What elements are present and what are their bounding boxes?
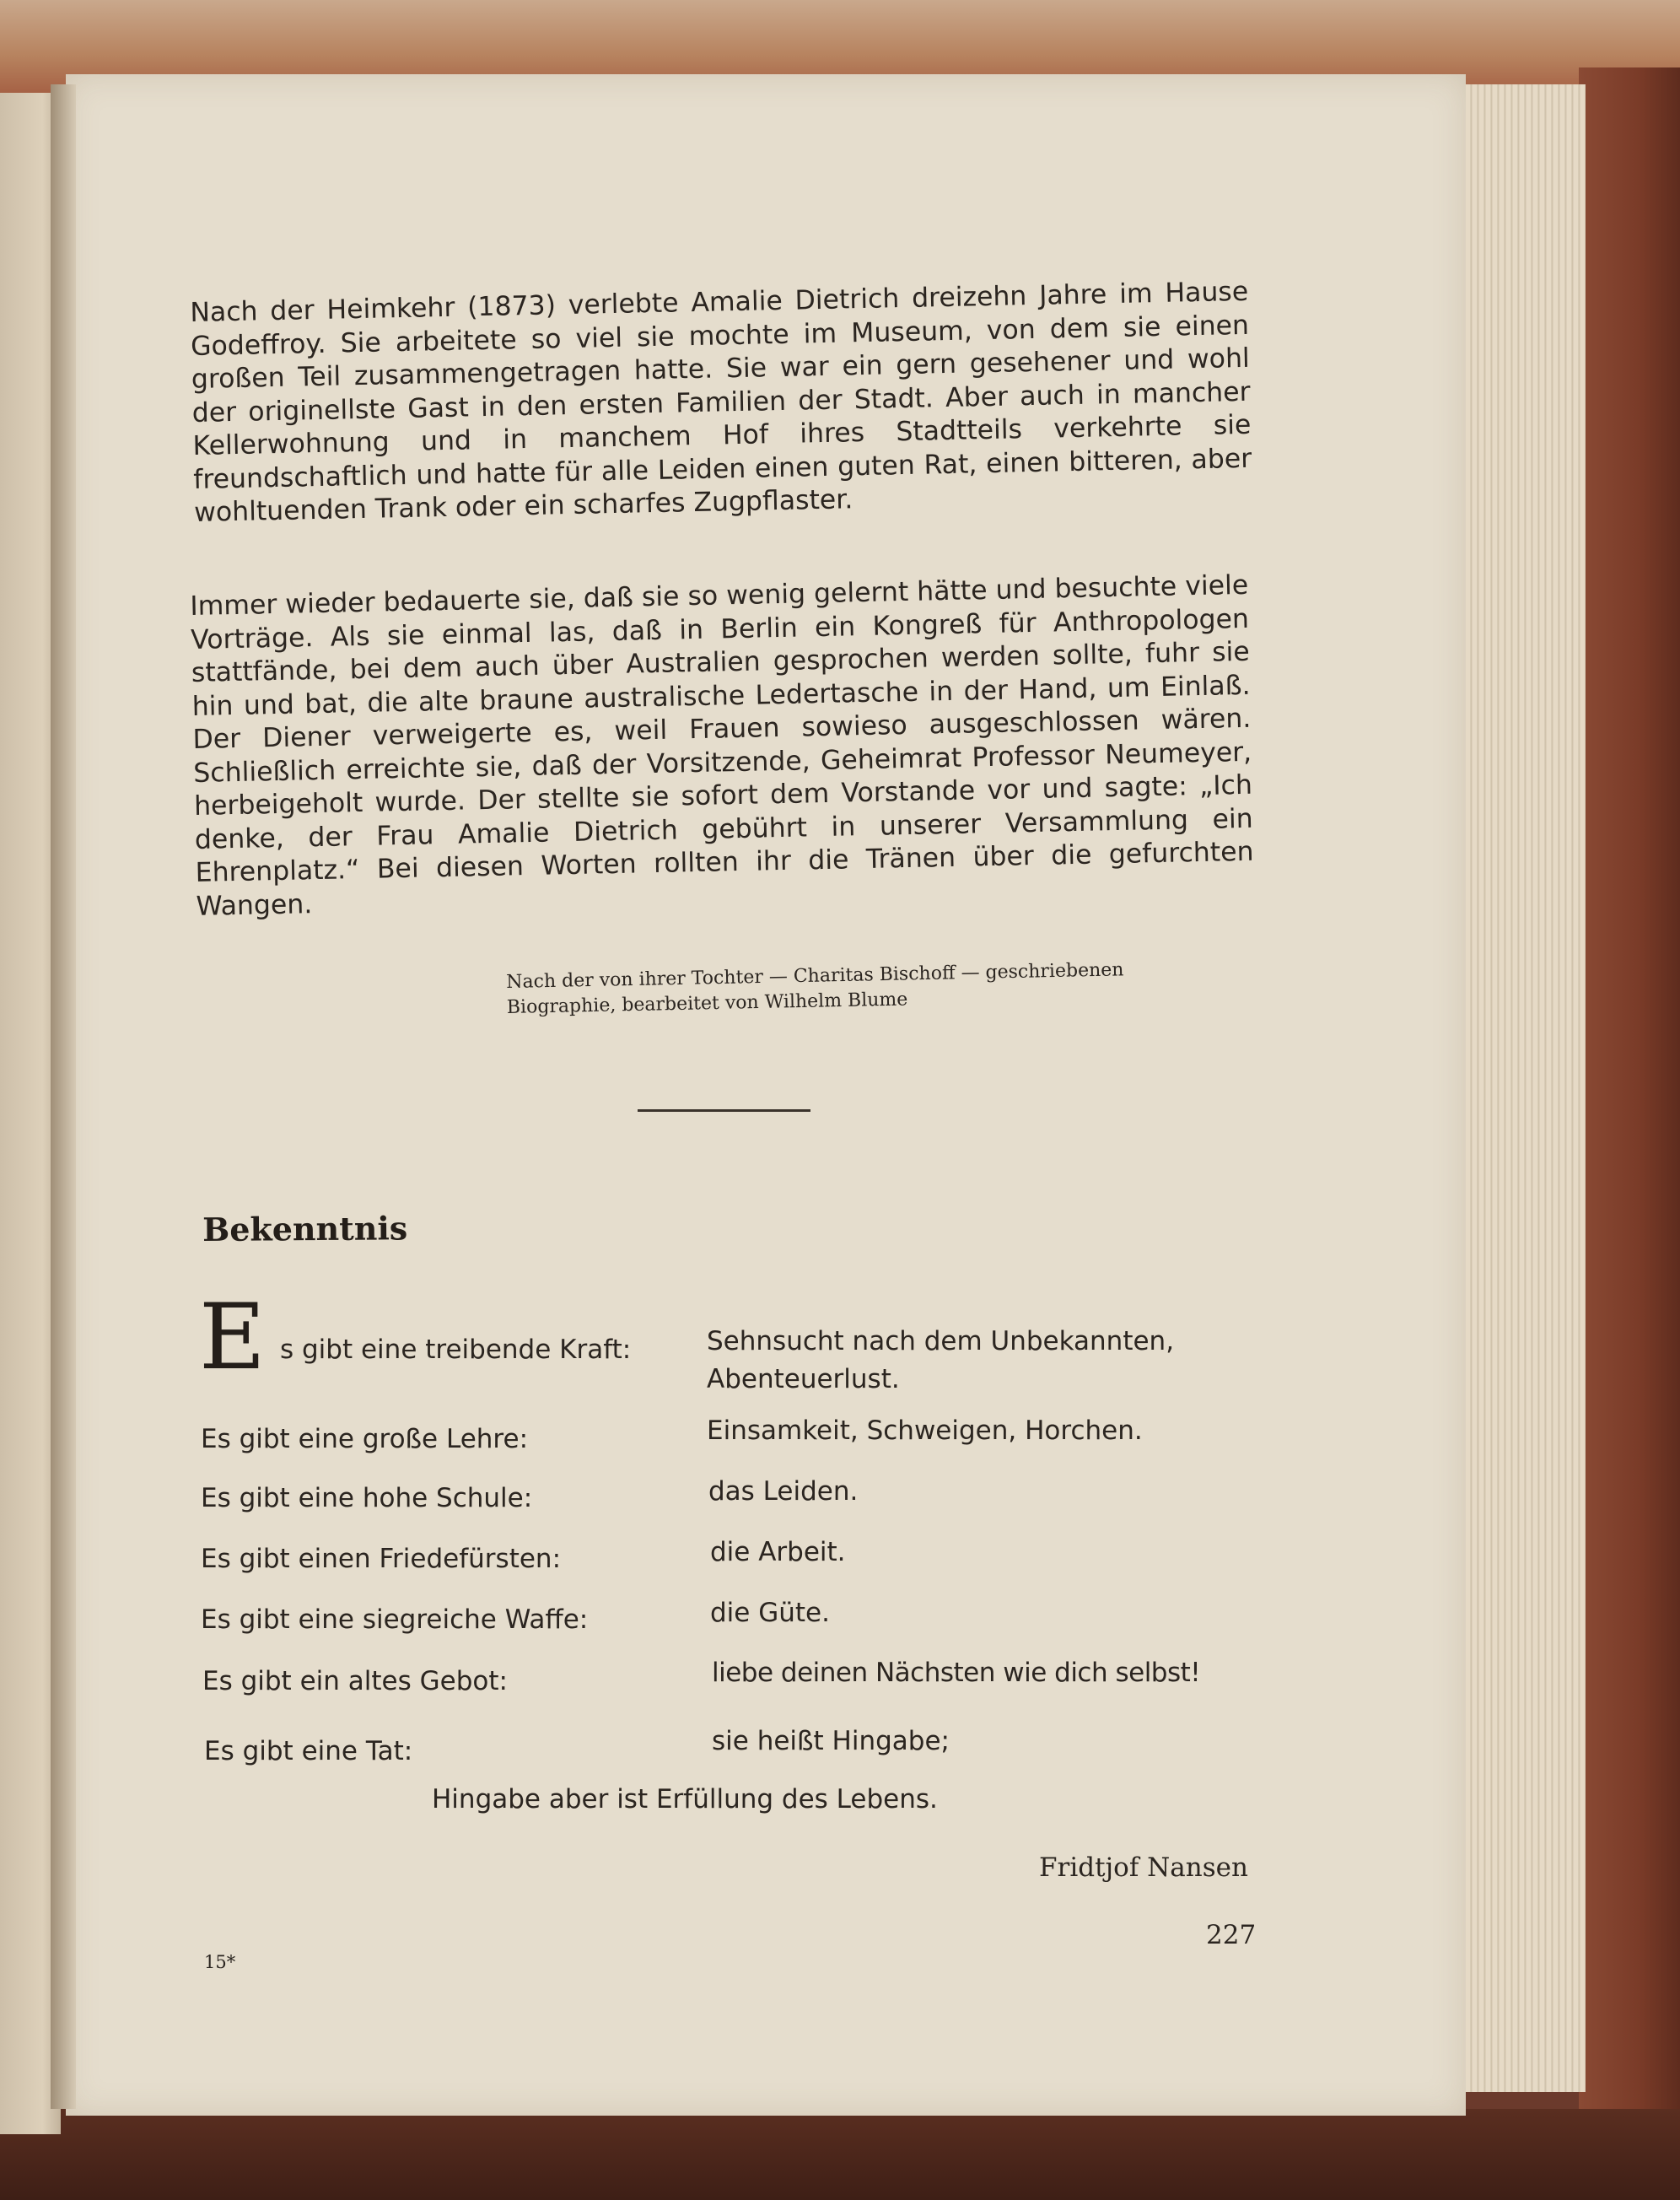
- poem-row-right: die Güte.: [710, 1598, 830, 1628]
- poem-row-left: Es gibt ein altes Gebot:: [202, 1666, 508, 1696]
- poem-row-left: Es gibt eine große Lehre:: [201, 1424, 529, 1454]
- poem-author: Fridtjof Nansen: [1039, 1852, 1248, 1883]
- poem-row-left: s gibt eine treibende Kraft:: [280, 1335, 632, 1365]
- poem-row-left: Es gibt eine siegreiche Waffe:: [201, 1604, 589, 1635]
- book-gutter: [51, 84, 76, 2109]
- book-cover-right: [1579, 67, 1680, 2200]
- poem-row-right: Sehnsucht nach dem Unbekannten,: [707, 1326, 1175, 1356]
- poem-row-right: Abenteuerlust.: [707, 1364, 900, 1394]
- poem-row-right: sie heißt Hingabe;: [712, 1726, 950, 1756]
- poem-title: Bekenntnis: [202, 1209, 408, 1248]
- signature-mark: 15*: [204, 1952, 236, 1972]
- poem-row-left: Es gibt eine Tat:: [204, 1736, 413, 1766]
- poem-row-right: die Arbeit.: [710, 1537, 846, 1567]
- source-line-2: Biographie, bearbeitet von Wilhelm Blume: [506, 989, 908, 1018]
- paragraph-2: Immer wieder bedauerte sie, daß sie so wenig gelernt hätte und besuchte viele Vorträge. Als sie einmal las, daß in Berlin ein Kongreß für Anthropologen stattfände, bei dem auch über Australien gesprochen werden sollte, fuhr sie hin und bat, die alte braune australische Ledertasche in der Hand, um Einlaß. Der Diener verweigerte es, weil Frauen sowieso ausgeschlossen wären. Schließlich erreichte sie, daß der Vorsitzende, Geheimrat Professor Neumeyer, herbeigeholt wurde. Der stellte sie sofort dem Vorstande vor und sagte: „Ich denke, der Frau Amalie Dietrich gebührt in unserer Versammlung ein Ehrenplatz.“ Bei diesen Worten rollten ihr die Tränen über die gefurchten Wangen.: [190, 569, 1254, 922]
- paragraph-1: Nach der Heimkehr (1873) verlebte Amalie Dietrich dreizehn Jahre im Hause Godeffroy. Sie arbeitete so viel sie mochte im Museum, von dem sie einen großen Teil zusammengetragen hatte. Sie war ein gern gesehener und wohl der originellste Gast in den ersten Familien der Stadt. Aber auch in mancher Kellerwohnung und in manchem Hof ihres Stadtteils verkehrte sie freundschaftlich und hatte für alle Leiden einen guten Rat, einen bitteren, aber wohltuenden Trank oder ein scharfes Zugpflaster.: [190, 276, 1252, 528]
- poem-closing-line: Hingabe aber ist Erfüllung des Lebens.: [432, 1784, 938, 1814]
- poem-row-right: liebe deinen Nächsten wie dich selbst!: [712, 1658, 1201, 1688]
- poem-row-left: Es gibt einen Friedefürsten:: [201, 1544, 562, 1574]
- poem-row-left: Es gibt eine hohe Schule:: [201, 1483, 533, 1513]
- poem-row-right: das Leiden.: [708, 1476, 859, 1507]
- poem-row-right: Einsamkeit, Schweigen, Horchen.: [707, 1415, 1143, 1446]
- page-number: 227: [1206, 1920, 1257, 1950]
- page-stack-edges: [1459, 84, 1586, 2092]
- section-divider: [638, 1109, 810, 1112]
- drop-cap: E: [199, 1285, 266, 1390]
- source-line-1: Nach der von ihrer Tochter — Charitas Bischoff — geschriebenen: [506, 959, 1124, 993]
- book-bottom: [0, 2109, 1680, 2200]
